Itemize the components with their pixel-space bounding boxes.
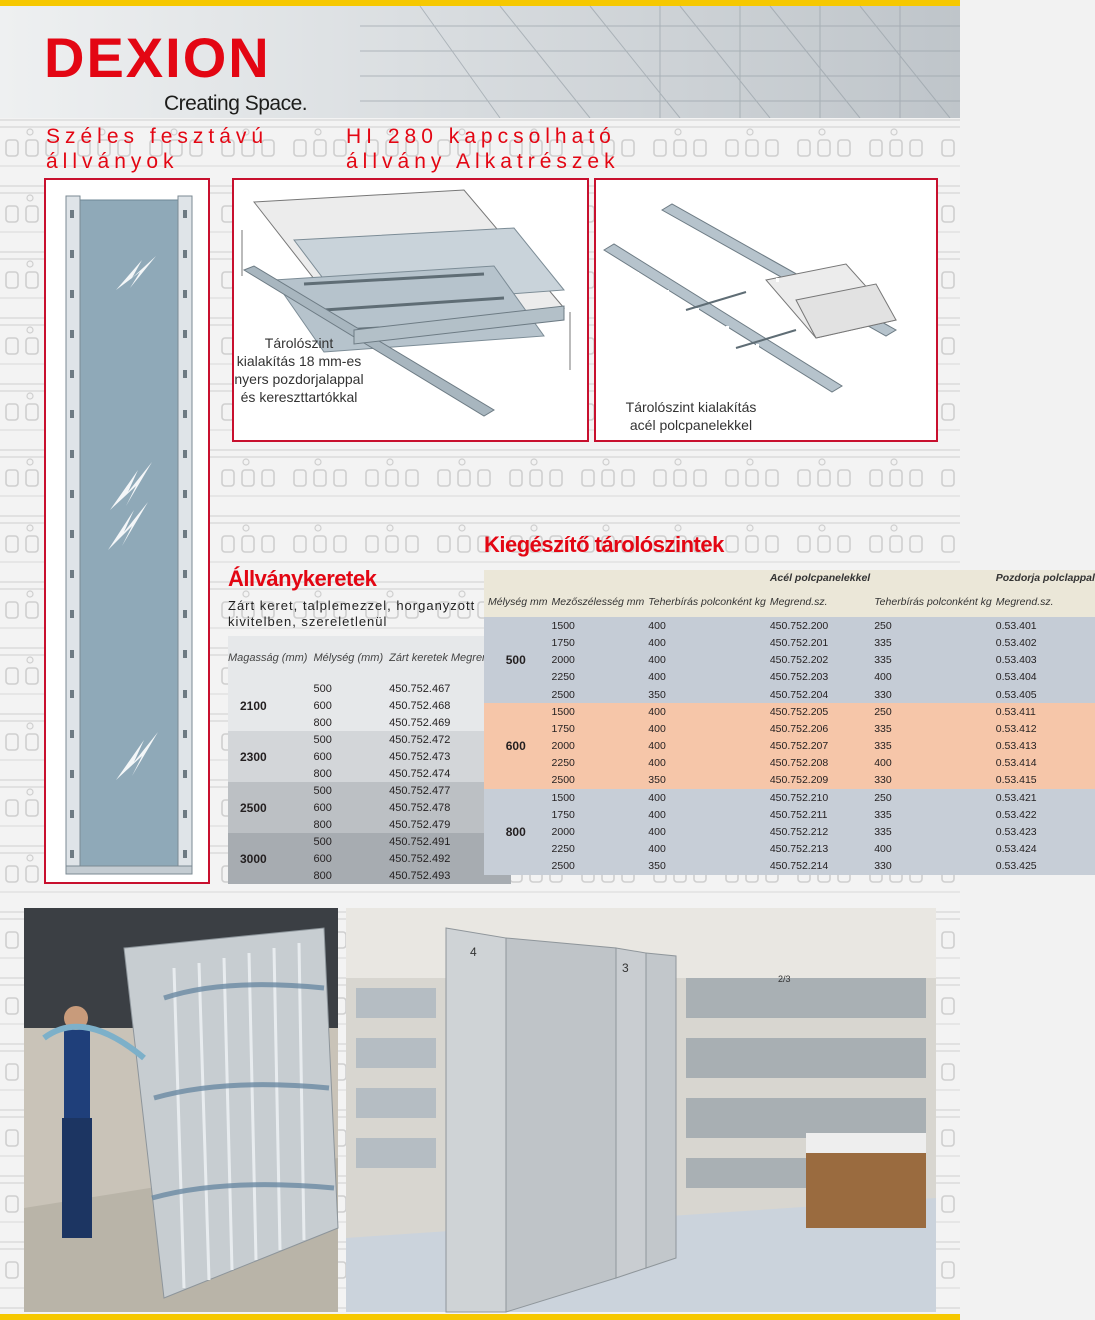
frames-depth-cell: 600 bbox=[313, 699, 332, 712]
order-chip-cell: 0.53.403 bbox=[995, 654, 1037, 667]
table-row bbox=[484, 806, 1095, 823]
table-row bbox=[484, 789, 1095, 806]
span-cell: 1750 bbox=[551, 636, 575, 649]
load-chip-cell: 400 bbox=[874, 843, 892, 856]
order-steel-cell: 450.752.208 bbox=[769, 757, 829, 770]
frames-depth-cell: 800 bbox=[313, 818, 332, 831]
table-row bbox=[228, 782, 511, 799]
frames-order-cell: 450.752.469 bbox=[389, 716, 451, 729]
frames-depth-cell: 600 bbox=[313, 750, 332, 763]
span-cell: 1500 bbox=[551, 705, 575, 718]
frames-order-cell: 450.752.493 bbox=[389, 869, 451, 882]
header-banner bbox=[0, 6, 960, 118]
frames-col-depth: Mélység (mm) bbox=[313, 651, 384, 664]
load-chip-cell: 250 bbox=[874, 705, 892, 718]
table-row bbox=[228, 680, 511, 697]
frames-height-cell: 3000 bbox=[240, 851, 267, 866]
load-chip-cell: 335 bbox=[874, 826, 892, 839]
title-right-line1: HI 280 kapcsolható bbox=[346, 125, 616, 148]
span-cell: 2000 bbox=[551, 654, 575, 667]
span-cell: 2500 bbox=[551, 688, 575, 701]
warehouse-photo-right bbox=[346, 908, 936, 1312]
frames-depth-cell: 500 bbox=[313, 835, 332, 848]
glass-storage-rack-photo bbox=[24, 908, 338, 1312]
order-steel-cell: 450.752.210 bbox=[769, 791, 829, 804]
warehouse-photo-left bbox=[24, 908, 338, 1312]
table-row bbox=[484, 617, 1095, 634]
frames-subtitle-line1: Zárt keret, talplemezzel, horganyzott bbox=[228, 598, 476, 613]
additional-heading: Kiegészítő tárolószintek bbox=[484, 532, 724, 557]
depth-group-cell: 600 bbox=[505, 739, 526, 754]
order-steel-cell: 450.752.200 bbox=[769, 619, 829, 632]
table-row bbox=[484, 669, 1095, 686]
order-chip-cell: 0.53.412 bbox=[995, 722, 1037, 735]
frames-depth-cell: 500 bbox=[313, 733, 332, 746]
span-cell: 1500 bbox=[551, 619, 575, 632]
frames-subtitle bbox=[228, 598, 475, 630]
frames-order-cell: 450.752.491 bbox=[389, 835, 451, 848]
table-row bbox=[484, 823, 1095, 840]
frames-order-cell: 450.752.479 bbox=[389, 818, 451, 831]
aisle-label-2-3: 2/3 bbox=[778, 974, 791, 984]
frames-order-cell: 450.752.477 bbox=[389, 784, 451, 797]
table-row bbox=[484, 841, 1095, 858]
order-steel-cell: 450.752.212 bbox=[769, 826, 829, 839]
frames-height-cell: 2300 bbox=[240, 749, 267, 764]
order-chip-cell: 0.53.414 bbox=[995, 757, 1037, 770]
load-cell: 400 bbox=[648, 654, 666, 667]
col-span: Mezőszélesség mm bbox=[551, 595, 645, 608]
upright-frame-drawing bbox=[46, 180, 208, 882]
steel-caption bbox=[596, 398, 786, 434]
aisle-label-3: 3 bbox=[622, 961, 629, 975]
frames-table bbox=[228, 636, 511, 884]
span-cell: 2500 bbox=[551, 774, 575, 787]
frames-order-cell: 450.752.492 bbox=[389, 852, 451, 865]
frames-depth-cell: 800 bbox=[313, 767, 332, 780]
order-steel-cell: 450.752.209 bbox=[769, 774, 829, 787]
order-steel-cell: 450.752.201 bbox=[769, 636, 829, 649]
order-chip-cell: 0.53.401 bbox=[995, 619, 1037, 632]
order-chip-cell: 0.53.422 bbox=[995, 808, 1037, 821]
chipboard-caption bbox=[234, 334, 364, 406]
order-chip-cell: 0.53.413 bbox=[995, 740, 1037, 753]
load-cell: 400 bbox=[648, 705, 666, 718]
order-steel-cell: 450.752.214 bbox=[769, 860, 829, 873]
frames-subtitle-line2: kivitelben, szereletlenül bbox=[228, 614, 388, 629]
col-load-chip: Teherbírás polconként kg bbox=[874, 595, 992, 608]
frames-depth-cell: 600 bbox=[313, 852, 332, 865]
steel-shelf-panel bbox=[594, 178, 938, 442]
order-chip-cell: 0.53.423 bbox=[995, 826, 1037, 839]
additional-levels-table bbox=[484, 570, 1095, 875]
load-chip-cell: 335 bbox=[874, 740, 892, 753]
depth-group-cell: 800 bbox=[505, 825, 526, 840]
col-load: Teherbírás polconként kg bbox=[648, 595, 766, 608]
order-steel-cell: 450.752.202 bbox=[769, 654, 829, 667]
load-cell: 400 bbox=[648, 722, 666, 735]
table-row bbox=[484, 652, 1095, 669]
order-steel-cell: 450.752.213 bbox=[769, 843, 829, 856]
load-chip-cell: 400 bbox=[874, 671, 892, 684]
span-cell: 2000 bbox=[551, 740, 575, 753]
table-row bbox=[228, 833, 511, 850]
frames-order-cell: 450.752.473 bbox=[389, 750, 451, 763]
frames-depth-cell: 600 bbox=[313, 801, 332, 814]
frames-depth-cell: 500 bbox=[313, 682, 332, 695]
table-row bbox=[228, 731, 511, 748]
chipboard-shelf-panel bbox=[232, 178, 589, 442]
load-chip-cell: 400 bbox=[874, 757, 892, 770]
frames-depth-cell: 800 bbox=[313, 716, 332, 729]
chipboard-caption-line3: nyers pozdorjalappal bbox=[234, 371, 364, 387]
order-steel-cell: 450.752.205 bbox=[769, 705, 829, 718]
load-chip-cell: 330 bbox=[874, 688, 892, 701]
order-chip-cell: 0.53.421 bbox=[995, 791, 1037, 804]
table-row bbox=[484, 634, 1095, 651]
col-depth: Mélység mm bbox=[488, 595, 548, 608]
load-cell: 400 bbox=[648, 636, 666, 649]
table-row bbox=[484, 772, 1095, 789]
col-order-steel: Megrend.sz. bbox=[769, 595, 828, 608]
chipboard-group-header: Pozdorja polclappal bbox=[995, 572, 1095, 585]
title-left-line1: Széles fesztávú bbox=[46, 125, 269, 148]
table-row bbox=[484, 703, 1095, 720]
table-row bbox=[484, 738, 1095, 755]
load-chip-cell: 250 bbox=[874, 619, 892, 632]
table-row bbox=[484, 720, 1095, 737]
load-cell: 400 bbox=[648, 757, 666, 770]
frames-order-cell: 450.752.467 bbox=[389, 682, 451, 695]
table-row bbox=[484, 858, 1095, 875]
load-chip-cell: 335 bbox=[874, 808, 892, 821]
frames-heading: Állványkeretek bbox=[228, 566, 377, 591]
steel-caption-line1: Tárolószint kialakítás bbox=[625, 399, 757, 415]
frames-height-cell: 2500 bbox=[240, 800, 267, 815]
span-cell: 2250 bbox=[551, 757, 575, 770]
frames-order-cell: 450.752.478 bbox=[389, 801, 451, 814]
span-cell: 2500 bbox=[551, 860, 575, 873]
load-cell: 400 bbox=[648, 791, 666, 804]
load-chip-cell: 335 bbox=[874, 636, 892, 649]
order-chip-cell: 0.53.411 bbox=[995, 705, 1036, 718]
frames-depth-cell: 800 bbox=[313, 869, 332, 882]
title-left bbox=[46, 124, 268, 174]
load-cell: 400 bbox=[648, 671, 666, 684]
col-order-chip: Megrend.sz. bbox=[995, 595, 1054, 608]
chipboard-caption-line1: Tárolószint bbox=[264, 335, 334, 351]
title-right-line2: állvány Alkatrészek bbox=[346, 150, 620, 173]
frame-illustration-panel bbox=[44, 178, 210, 884]
title-left-line2: állványok bbox=[46, 150, 179, 173]
span-cell: 1750 bbox=[551, 722, 575, 735]
span-cell: 1750 bbox=[551, 808, 575, 821]
load-cell: 350 bbox=[648, 860, 666, 873]
order-chip-cell: 0.53.405 bbox=[995, 688, 1037, 701]
table-row bbox=[484, 755, 1095, 772]
frames-order-cell: 450.752.468 bbox=[389, 699, 451, 712]
order-chip-cell: 0.53.424 bbox=[995, 843, 1037, 856]
load-chip-cell: 330 bbox=[874, 774, 892, 787]
frames-height-cell: 2100 bbox=[240, 698, 267, 713]
load-chip-cell: 250 bbox=[874, 791, 892, 804]
load-cell: 400 bbox=[648, 808, 666, 821]
order-steel-cell: 450.752.203 bbox=[769, 671, 829, 684]
order-chip-cell: 0.53.425 bbox=[995, 860, 1037, 873]
load-cell: 400 bbox=[648, 826, 666, 839]
order-steel-cell: 450.752.204 bbox=[769, 688, 829, 701]
steel-group-header: Acél polcpanelekkel bbox=[769, 572, 871, 585]
load-cell: 400 bbox=[648, 740, 666, 753]
chipboard-caption-line4: és kereszttartókkal bbox=[240, 389, 358, 405]
order-steel-cell: 450.752.211 bbox=[769, 808, 828, 821]
span-cell: 2250 bbox=[551, 671, 575, 684]
aisle-label-4: 4 bbox=[470, 945, 477, 959]
frames-order-cell: 450.752.472 bbox=[389, 733, 451, 746]
load-chip-cell: 330 bbox=[874, 860, 892, 873]
frames-col-height: Magasság (mm) bbox=[228, 651, 308, 664]
span-cell: 2250 bbox=[551, 843, 575, 856]
chipboard-caption-line2: kialakítás 18 mm-es bbox=[236, 353, 362, 369]
order-chip-cell: 0.53.415 bbox=[995, 774, 1037, 787]
load-cell: 350 bbox=[648, 688, 666, 701]
frames-order-cell: 450.752.474 bbox=[389, 767, 451, 780]
dexion-logo: DEXION bbox=[44, 26, 271, 89]
order-chip-cell: 0.53.402 bbox=[995, 636, 1037, 649]
load-cell: 400 bbox=[648, 843, 666, 856]
order-steel-cell: 450.752.207 bbox=[769, 740, 829, 753]
frames-depth-cell: 500 bbox=[313, 784, 332, 797]
steel-caption-line2: acél polcpanelekkel bbox=[629, 417, 753, 433]
load-cell: 350 bbox=[648, 774, 666, 787]
order-chip-cell: 0.53.404 bbox=[995, 671, 1037, 684]
title-right bbox=[346, 124, 620, 174]
span-cell: 2000 bbox=[551, 826, 575, 839]
table-row bbox=[484, 686, 1095, 703]
load-chip-cell: 335 bbox=[874, 654, 892, 667]
load-chip-cell: 335 bbox=[874, 722, 892, 735]
order-steel-cell: 450.752.206 bbox=[769, 722, 829, 735]
brand-tagline: Creating Space. bbox=[164, 92, 308, 115]
depth-group-cell: 500 bbox=[505, 653, 526, 668]
span-cell: 1500 bbox=[551, 791, 575, 804]
warehouse-background-graphic bbox=[360, 6, 960, 118]
shelving-bins-photo bbox=[346, 908, 936, 1312]
frames-col-order: Zárt keretek Megrend.sz. bbox=[389, 651, 512, 664]
bottom-accent-bar bbox=[0, 1314, 960, 1320]
load-cell: 400 bbox=[648, 619, 666, 632]
additional-rows bbox=[484, 617, 1095, 875]
